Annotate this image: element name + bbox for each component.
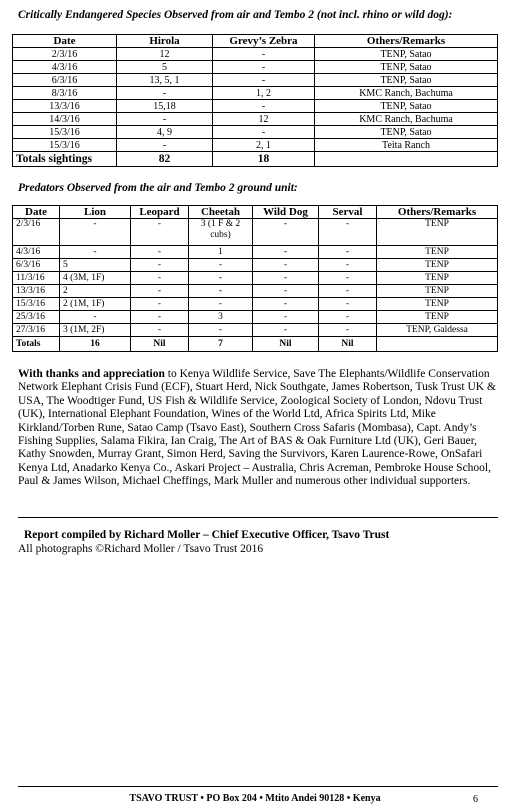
cell-wild-dog: - <box>253 298 319 311</box>
cell-wild-dog: - <box>253 311 319 324</box>
acknowledgements-body: to Kenya Wildlife Service, Save The Elephants/Wildlife Conservation Network Elephant Crisis Fund (ECF), Stuart Herd, Nick Southgate, James Robertson, Tusk Trust UK & USA, The Woodtiger Fund, US Fish & Wildlife Service, Zoological Society of London, Ndovu Trust (UK), International Elephant Foundation, Wines of the World Ltd, Africa Spirits Ltd, Mike Kirkland/Torben Rune, Satao Camp (Tsavo East), Southern Cross Safaris (Mombasa), Capt. Andy’s Fishing Supplies, Salama Fikira, Ian Craig, The Art of BAS & Oak Furniture Ltd (UK), Geri Bauer, Kathy Snowden, Murray Grant, Simon Herd, Saving the Survivors, Karen Laurence-Rowe, OnSafari Kenya Ltd, Anadarko Kenya Co., Askari Project – Australia, Chris Acreman, Pembroke House School, Paul & James Wilson, Michael Cheffings, Mark Muller and numerous other individual supporters. <box>18 368 496 488</box>
section-divider <box>18 517 498 518</box>
cell-remarks: KMC Ranch, Bachuma <box>315 87 498 100</box>
col-header-cheetah: Cheetah <box>189 206 253 219</box>
cell-hirola: 5 <box>117 61 213 74</box>
cell-serval: - <box>319 246 377 259</box>
cell-lion: - <box>60 311 131 324</box>
table-row <box>13 100 498 113</box>
cell-date: 6/3/16 <box>13 259 60 272</box>
table-row <box>13 219 498 246</box>
predators-heading: Predators Observed from the air and Tembo 2 ground unit: <box>18 182 298 194</box>
predators-table <box>12 205 498 352</box>
table-row <box>13 272 498 285</box>
page-number: 6 <box>473 794 478 805</box>
cell-date: 8/3/16 <box>13 87 117 100</box>
cell-remarks: TENP <box>377 219 498 246</box>
cell-remarks: TENP, Satao <box>315 74 498 87</box>
cell-lion: - <box>60 219 131 246</box>
total-hirola: 82 <box>117 152 213 167</box>
cell-lion: 3 (1M, 2F) <box>60 324 131 337</box>
cell-remarks: TENP, Satao <box>315 126 498 139</box>
cell-hirola: 4, 9 <box>117 126 213 139</box>
cell-date: 4/3/16 <box>13 61 117 74</box>
cell-remarks: TENP <box>377 298 498 311</box>
table-row <box>13 113 498 126</box>
cell-date: 13/3/16 <box>13 285 60 298</box>
table-row <box>13 285 498 298</box>
total-leopard: Nil <box>131 337 189 352</box>
cell-date: 2/3/16 <box>13 219 60 246</box>
total-lion: 16 <box>60 337 131 352</box>
cell-date: 15/3/16 <box>13 139 117 152</box>
col-header-remarks: Others/Remarks <box>315 35 498 48</box>
total-remarks <box>377 337 498 352</box>
cell-serval: - <box>319 311 377 324</box>
photo-credit: All photographs ©Richard Moller / Tsavo Trust 2016 <box>18 542 264 555</box>
col-header-leopard: Leopard <box>131 206 189 219</box>
cell-date: 15/3/16 <box>13 126 117 139</box>
table-row <box>13 74 498 87</box>
cell-zebra: - <box>213 100 315 113</box>
col-header-serval: Serval <box>319 206 377 219</box>
cell-hirola: - <box>117 139 213 152</box>
cell-serval: - <box>319 298 377 311</box>
cell-cheetah: - <box>189 298 253 311</box>
col-header-wild-dog: Wild Dog <box>253 206 319 219</box>
cell-remarks: Teita Ranch <box>315 139 498 152</box>
cell-cheetah: - <box>189 259 253 272</box>
cell-cheetah: 3 (1 F & 2 cubs) <box>189 219 253 246</box>
col-header-remarks: Others/Remarks <box>377 206 498 219</box>
cell-zebra: - <box>213 126 315 139</box>
cell-remarks: TENP <box>377 272 498 285</box>
cell-hirola: - <box>117 87 213 100</box>
cell-date: 14/3/16 <box>13 113 117 126</box>
cell-date: 2/3/16 <box>13 48 117 61</box>
cell-remarks: TENP, Satao <box>315 100 498 113</box>
cell-leopard: - <box>131 285 189 298</box>
cell-wild-dog: - <box>253 324 319 337</box>
cell-serval: - <box>319 285 377 298</box>
cell-remarks: TENP <box>377 259 498 272</box>
table-row <box>13 298 498 311</box>
cell-wild-dog: - <box>253 246 319 259</box>
cell-remarks: TENP, Galdessa <box>377 324 498 337</box>
cell-cheetah: - <box>189 272 253 285</box>
col-header-lion: Lion <box>60 206 131 219</box>
cell-wild-dog: - <box>253 272 319 285</box>
table-row <box>13 259 498 272</box>
cell-wild-dog: - <box>253 285 319 298</box>
table-header-row <box>13 206 498 219</box>
acknowledgements-paragraph <box>18 368 496 489</box>
total-wild-dog: Nil <box>253 337 319 352</box>
cell-date: 25/3/16 <box>13 311 60 324</box>
cell-serval: - <box>319 259 377 272</box>
cell-lion: 2 <box>60 285 131 298</box>
cell-lion: 4 (3M, 1F) <box>60 272 131 285</box>
cell-cheetah: 3 <box>189 311 253 324</box>
total-zebra: 18 <box>213 152 315 167</box>
table-row <box>13 139 498 152</box>
cell-lion: 5 <box>60 259 131 272</box>
total-cheetah: 7 <box>189 337 253 352</box>
col-header-grevys-zebra: Grevy’s Zebra <box>213 35 315 48</box>
cell-remarks: TENP <box>377 285 498 298</box>
col-header-date: Date <box>13 206 60 219</box>
table-row <box>13 246 498 259</box>
table-row <box>13 61 498 74</box>
table-row <box>13 311 498 324</box>
acknowledgements-lead: With thanks and appreciation <box>18 368 165 380</box>
cell-date: 6/3/16 <box>13 74 117 87</box>
cell-serval: - <box>319 324 377 337</box>
cell-date: 4/3/16 <box>13 246 60 259</box>
total-serval: Nil <box>319 337 377 352</box>
cell-leopard: - <box>131 219 189 246</box>
table-row <box>13 324 498 337</box>
cell-hirola: 13, 5, 1 <box>117 74 213 87</box>
cell-zebra: 1, 2 <box>213 87 315 100</box>
col-header-hirola: Hirola <box>117 35 213 48</box>
cell-lion: - <box>60 246 131 259</box>
cell-zebra: 12 <box>213 113 315 126</box>
footer-divider <box>18 786 498 787</box>
cell-remarks: TENP <box>377 311 498 324</box>
cell-leopard: - <box>131 272 189 285</box>
totals-row <box>13 337 498 352</box>
col-header-date: Date <box>13 35 117 48</box>
totals-row <box>13 152 498 167</box>
species-heading: Critically Endangered Species Observed from air and Tembo 2 (not incl. rhino or wild dog): <box>18 9 453 21</box>
report-compiled-by: Report compiled by Richard Moller – Chief Executive Officer, Tsavo Trust <box>24 529 390 541</box>
cell-date: 27/3/16 <box>13 324 60 337</box>
cell-cheetah: 1 <box>189 246 253 259</box>
cell-hirola: 12 <box>117 48 213 61</box>
cell-zebra: - <box>213 61 315 74</box>
table-header-row <box>13 35 498 48</box>
cell-zebra: - <box>213 74 315 87</box>
totals-label: Totals <box>13 337 60 352</box>
species-table <box>12 34 498 167</box>
cell-wild-dog: - <box>253 259 319 272</box>
cell-leopard: - <box>131 246 189 259</box>
report-credits <box>18 529 389 556</box>
cell-leopard: - <box>131 298 189 311</box>
table-row <box>13 87 498 100</box>
cell-remarks: TENP, Satao <box>315 61 498 74</box>
totals-label: Totals sightings <box>13 152 117 167</box>
cell-zebra: - <box>213 48 315 61</box>
cell-hirola: 15,18 <box>117 100 213 113</box>
table-row <box>13 48 498 61</box>
cell-cheetah: - <box>189 285 253 298</box>
cell-leopard: - <box>131 324 189 337</box>
cell-wild-dog: - <box>253 219 319 246</box>
cell-leopard: - <box>131 311 189 324</box>
cell-lion: 2 (1M, 1F) <box>60 298 131 311</box>
cell-date: 15/3/16 <box>13 298 60 311</box>
cell-leopard: - <box>131 259 189 272</box>
cell-cheetah: - <box>189 324 253 337</box>
cell-remarks: TENP <box>377 246 498 259</box>
cell-remarks: TENP, Satao <box>315 48 498 61</box>
total-remarks <box>315 152 498 167</box>
cell-remarks: KMC Ranch, Bachuma <box>315 113 498 126</box>
cell-date: 13/3/16 <box>13 100 117 113</box>
cell-serval: - <box>319 272 377 285</box>
table-row <box>13 126 498 139</box>
cell-date: 11/3/16 <box>13 272 60 285</box>
cell-hirola: - <box>117 113 213 126</box>
footer-address: TSAVO TRUST • PO Box 204 • Mtito Andei 90128 • Kenya <box>129 793 381 804</box>
cell-zebra: 2, 1 <box>213 139 315 152</box>
cell-serval: - <box>319 219 377 246</box>
